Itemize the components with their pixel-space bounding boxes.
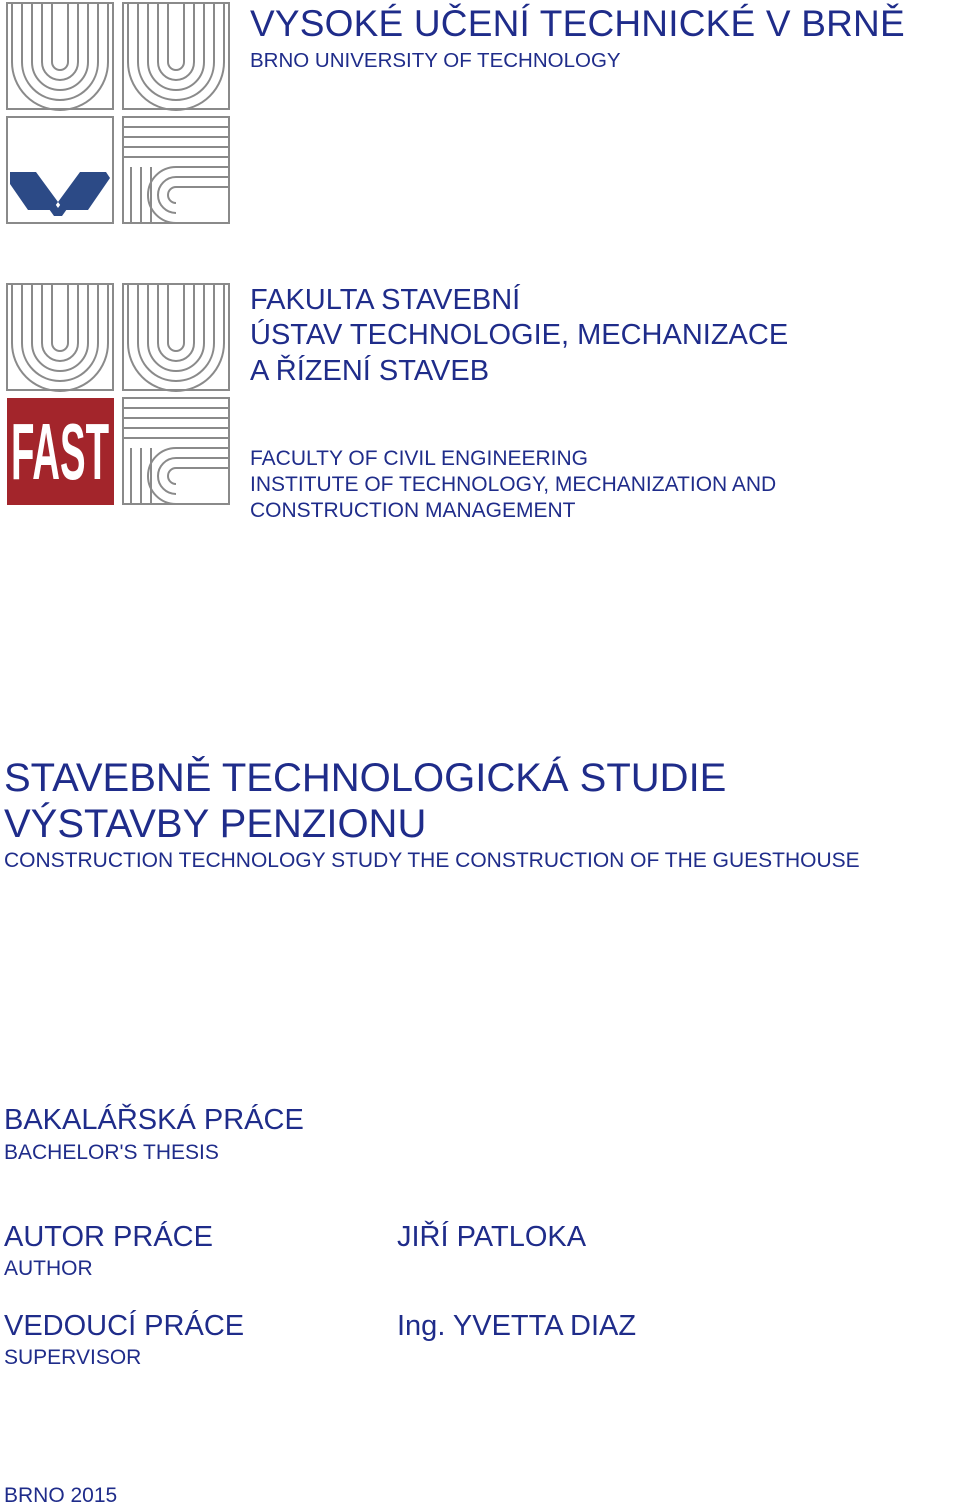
author-label-en: AUTHOR (4, 1257, 93, 1280)
thesis-title-cz-line-1: STAVEBNĚ TECHNOLOGICKÁ STUDIE (4, 756, 727, 800)
thesis-title-cz-line-2: VÝSTAVBY PENZIONU (4, 802, 427, 846)
vut-logo-w-mark (10, 172, 110, 216)
faculty-name-cz-line-2: ÚSTAV TECHNOLOGIE, MECHANIZACE (250, 319, 789, 351)
supervisor-label-en: SUPERVISOR (4, 1346, 142, 1369)
faculty-name-cz-line-1: FAKULTA STAVEBNÍ (250, 284, 521, 316)
faculty-name-cz-line-3: A ŘÍZENÍ STAVEB (250, 355, 490, 387)
university-name-en: BRNO UNIVERSITY OF TECHNOLOGY (250, 49, 621, 72)
vut-logo-u-top-left (7, 3, 113, 110)
supervisor-name: Ing. YVETTA DIAZ (397, 1310, 637, 1342)
author-name: JIŘÍ PATLOKA (397, 1221, 587, 1253)
vut-logo-e-bottom-right (123, 117, 229, 223)
author-label-cz: AUTOR PRÁCE (4, 1221, 213, 1253)
thesis-title-en: CONSTRUCTION TECHNOLOGY STUDY THE CONSTRUCTION OF THE GUESTHOUSE (4, 849, 860, 872)
fast-logo (6, 283, 232, 505)
university-name-cz: VYSOKÉ UČENÍ TECHNICKÉ V BRNĚ (250, 3, 905, 44)
fast-logo-e-bottom-right (123, 398, 229, 504)
supervisor-label-cz: VEDOUCÍ PRÁCE (4, 1310, 245, 1342)
fast-logo-u-top-right (123, 284, 229, 391)
thesis-type-en: BACHELOR'S THESIS (4, 1141, 219, 1164)
place-year: BRNO 2015 (4, 1484, 118, 1507)
fast-logo-u-top-left (7, 284, 113, 391)
thesis-type-cz: BAKALÁŘSKÁ PRÁCE (4, 1104, 304, 1136)
faculty-name-en-line-3: CONSTRUCTION MANAGEMENT (250, 499, 576, 522)
faculty-name-en-line-2: INSTITUTE OF TECHNOLOGY, MECHANIZATION AND (250, 473, 777, 496)
fast-logo-text: FAST (10, 407, 110, 498)
vut-logo (6, 2, 232, 224)
vut-logo-u-top-right (123, 3, 229, 110)
faculty-name-en-line-1: FACULTY OF CIVIL ENGINEERING (250, 447, 589, 470)
